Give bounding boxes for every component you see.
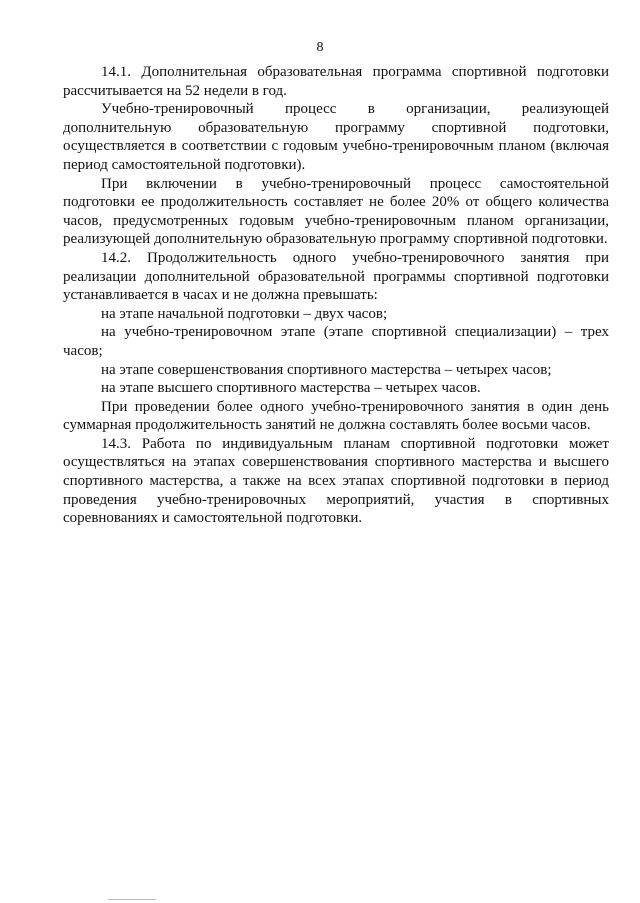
list-item-training-stage: на учебно-тренировочном этапе (этапе спортивной специализации) – трех часов; <box>63 324 609 359</box>
paragraph-14-3: 14.3. Работа по индивидуальным планам спортивной подготовки может осуществляться на этапах совершенствования спортивного мастерства и высшего спортивного мастерства, а также на всех этапах спортивной подготовки в период проведения учебно-тренировочных мероприятий, участия в спортивных соревнованиях и самостоятельной подготовки. <box>63 435 609 527</box>
paragraph-daily-limit: При проведении более одного учебно-тренировочного занятия в один день суммарная продолжительность занятий не должна составлять более восьми часов. <box>63 398 609 434</box>
paragraph-14-2: 14.2. Продолжительность одного учебно-тренировочного занятия при реализации дополнительной образовательной программы спортивной подготовки устанавливается в часах и не должна превышать: <box>63 249 609 304</box>
page-number: 8 <box>316 40 324 55</box>
scan-mark <box>108 899 156 900</box>
document-body <box>63 63 609 528</box>
list-item-improvement-stage: на этапе совершенствования спортивного мастерства – четырех часов; <box>101 361 552 378</box>
list-item-initial-stage: на этапе начальной подготовки – двух часов; <box>101 305 388 322</box>
list-item-highest-stage: на этапе высшего спортивного мастерства – четырех часов. <box>101 380 481 397</box>
paragraph-self-training: При включении в учебно-тренировочный процесс самостоятельной подготовки ее продолжительность составляет не более 20% от общего количества часов, предусмотренных годовым учебно-тренировочным планом организации, реализующей дополнительную образовательную программу спортивной подготовки. <box>63 175 609 248</box>
paragraph-training-process: Учебно-тренировочный процесс в организации, реализующей дополнительную образовательную программу спортивной подготовки, осуществляется в соответствии с годовым учебно-тренировочным планом (включая период самостоятельной подготовки). <box>63 101 609 173</box>
paragraph-14-1: 14.1. Дополнительная образовательная программа спортивной подготовки рассчитывается на 52 недели в год. <box>63 64 609 99</box>
